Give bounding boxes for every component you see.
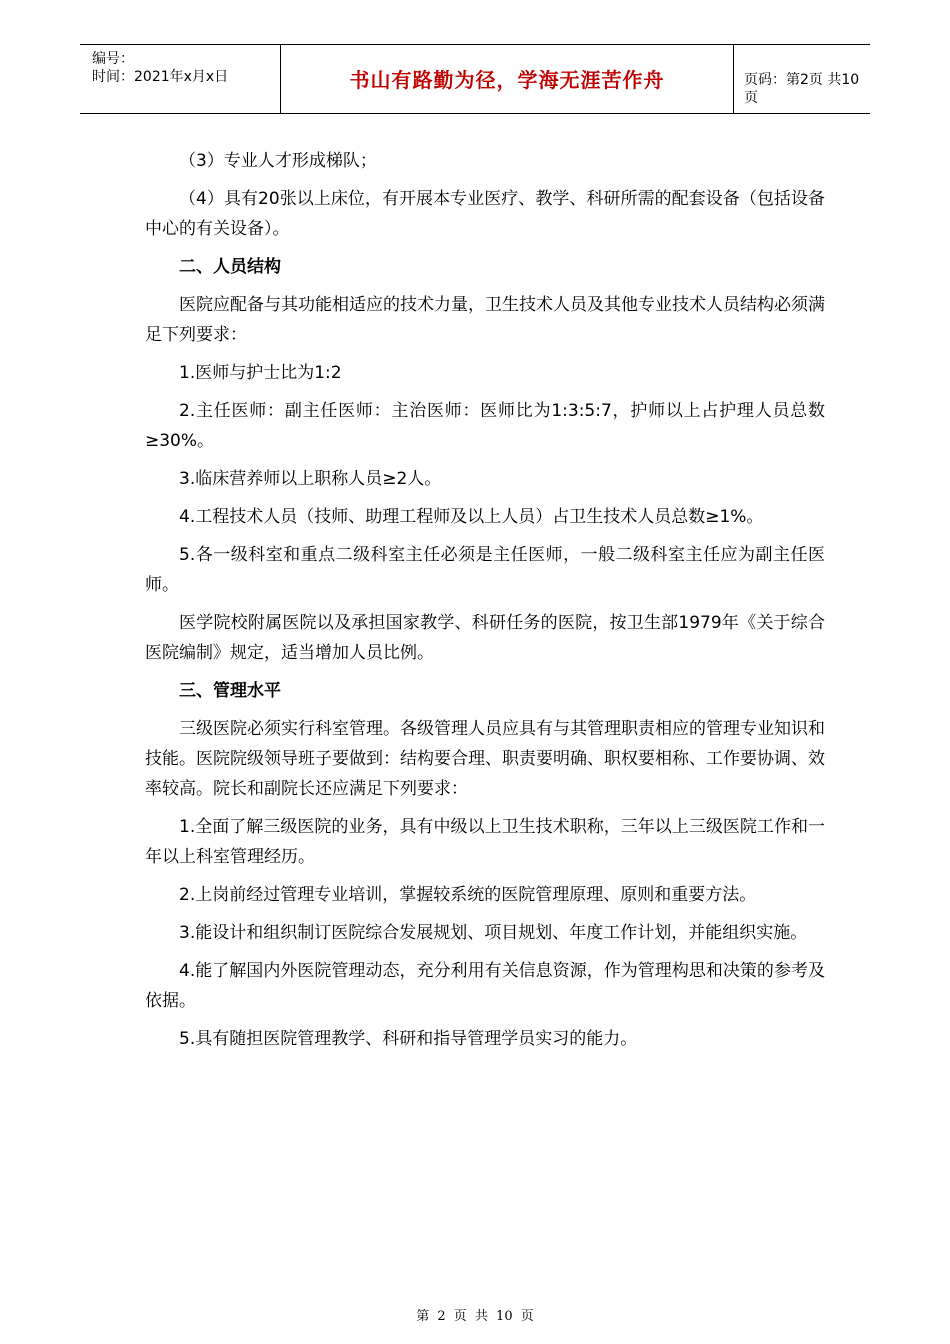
document-id-label: 编号： — [92, 51, 134, 67]
section-heading: 三、管理水平 — [179, 681, 281, 701]
list-item: 1.医师与护士比为1:2 — [179, 363, 342, 383]
list-item: 5.各一级科室和重点二级科室主任必须是主任医师，一般二级科室主任应为副主任医师。 — [145, 545, 825, 595]
list-item: 1.全面了解三级医院的业务，具有中级以上卫生技术职称，三年以上三级医院工作和一年以上科室管理经历。 — [145, 817, 825, 867]
header-motto: 书山有路勤为径，学海无涯苦作舟 — [349, 68, 665, 92]
page-footer: 第 2 页 共 10 页 — [416, 1309, 534, 1324]
paragraph: 医学院校附属医院以及承担国家教学、科研任务的医院，按卫生部1979年《关于综合医院编制》规定，适当增加人员比例。 — [145, 613, 825, 663]
list-item: 5.具有随担医院管理教学、科研和指导管理学员实习的能力。 — [179, 1029, 638, 1049]
list-item: 2.主任医师：副主任医师：主治医师：医师比为1:3:5:7，护师以上占护理人员总数≥30%。 — [145, 401, 825, 451]
header-info-cell — [80, 45, 280, 113]
list-item: 4.工程技术人员（技师、助理工程师及以上人员）占卫生技术人员总数≥1%。 — [179, 507, 764, 527]
paragraph: 医院应配备与其功能相适应的技术力量，卫生技术人员及其他专业技术人员结构必须满足下列要求： — [145, 295, 825, 345]
list-item: 4.能了解国内外医院管理动态，充分利用有关信息资源，作为管理构思和决策的参考及依据。 — [145, 961, 825, 1011]
list-item: 2.上岗前经过管理专业培训，掌握较系统的医院管理原理、原则和重要方法。 — [179, 885, 757, 905]
header-motto-cell — [280, 45, 734, 113]
paragraph: 三级医院必须实行科室管理。各级管理人员应具有与其管理职责相应的管理专业知识和技能。医院院级领导班子要做到：结构要合理、职责要明确、职权要相称、工作要协调、效率较高。院长和副院长还应满足下列要求： — [145, 719, 825, 799]
paragraph: （4）具有20张以上床位，有开展本专业医疗、教学、科研所需的配套设备（包括设备中心的有关设备）。 — [145, 189, 825, 239]
header-page-cell — [733, 45, 870, 113]
document-body — [145, 146, 825, 1062]
document-header — [80, 44, 870, 114]
paragraph: （3）专业人才形成梯队； — [179, 151, 377, 171]
header-page-number: 页码：第2页 共10页 — [744, 72, 860, 106]
section-heading: 二、人员结构 — [179, 257, 281, 277]
list-item: 3.能设计和组织制订医院综合发展规划、项目规划、年度工作计划，并能组织实施。 — [179, 923, 808, 943]
document-time-label: 时间：2021年x月x日 — [92, 69, 229, 85]
list-item: 3.临床营养师以上职称人员≥2人。 — [179, 469, 442, 489]
